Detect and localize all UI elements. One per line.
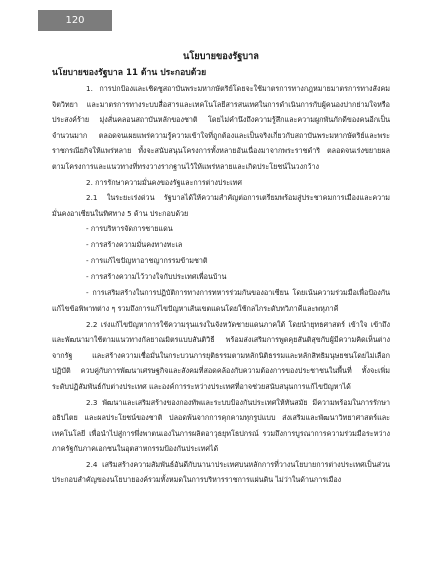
list-item: - การสร้างความมั่นคงทางทะเล: [86, 240, 183, 250]
section-heading: นโยบายของรัฐบาล 11 ด้าน ประกอบด้วย: [52, 68, 207, 78]
document-title: นโยบายของรัฐบาล: [183, 51, 259, 62]
list-item: - การเสริมสร้างในการปฏิบัติการทางการทหารร่วมกันของอาเซียน โดยเน้นความร่วมมือเพื่อป้องกัน แก้ไขข้อพิพาทต่าง ๆ รวมถึงการแก้ไขปัญหาเส้นเขตแดนโดยใช้กลไกระดับทวิภาคีและพหุภาคี: [52, 288, 390, 313]
paragraph-2-3: 2.3 พัฒนาและเสริมสร้างของกองทัพและระบบป้องกันประเทศให้ทันสมัย มีความพร้อมในการรักษาอธิปไตย และผลประโยชน์ของชาติ ปลอดพ้นจากการคุกคามทุกรูปแบบ ส่งเสริมและพัฒนาวิทยาศาสตร์และเทคโนโลยี เพื่อนำไปสู่การพึ่งพาตนเองในการผลิตอาวุธยุทโธปกรณ์ รวมถึงการบูรณาการความร่วมมือระหว่างภาครัฐกับภาคเอกชนในอุตสาหกรรมป้องกันประเทศได้: [52, 397, 390, 454]
paragraph-1: 1. การปกป้องและเชิดชูสถาบันพระมหากษัตริย์โดยจะใช้มาตรการทางกฎหมายมาตรการทางสังคมจิตวิทยา และมาตรการทางระบบสื่อสารและเทคโนโลยีสารสนเทศในการดำเนินการกับผู้คนองปากย่ามใจหรือประสงค์ร้าย มุ่งสั่นคลอนสถาบันหลักของชาติ โดยไม่คำนึงถึงความรู้สึกและความผูกพันภักดีของคนอีกเป็นจำนวนมาก ตลอดจนเผยแพร่ความรู้ความเข้าใจที่ถูกต้องและเป็นจริงเกี่ยวกับสถาบันพระมหากษัตริย์และพระราชกรณียกิจให้แพร่หลาย ทั้งจะสนับสนุนโครงการทั้งหลายอันเนื่องมาจากพระราชดำริ ตลอดจนเร่งขยายผลตามโครงการและแนวทางที่ทรงวางรากฐานไว้ให้แพร่หลายและเกิดประโยชน์ในวงกว้าง: [52, 84, 390, 171]
list-item: - การแก้ไขปัญหาอาชญากรรมข้ามชาติ: [86, 256, 208, 266]
list-item: - การสร้างความไว้วางใจกับประเทศเพื่อนบ้าน: [86, 272, 227, 282]
page-content: [52, 50, 390, 488]
paragraph-2: 2. การรักษาความมั่นคงของรัฐและการต่างประเทศ: [86, 177, 242, 187]
list-item: - การบริหารจัดการชายแดน: [86, 224, 173, 234]
paragraph-2-2: 2.2 เร่งแก้ไขปัญหาการใช้ความรุนแรงในจังหวัดชายแดนภาคใต้ โดยนำยุทธศาสตร์ เข้าใจ เข้าถึง และพัฒนามาใช้ตามแนวทางกัลยาณมิตรแบบสันติวิธี พร้อมส่งเสริมการพูดคุยสันติสุขกับผู้มีความคิดเห็นต่างจากรัฐ และสร้างความเชื่อมั่นในกระบวนการยุติธรรมตามหลักนิติธรรมและหลักสิทธิมนุษยชนโดยไม่เลือกปฏิบัติ ควบคู่กับการพัฒนาเศรษฐกิจและสังคมที่สอดคล้องกับความต้องการของประชาชนในพื้นที่ ทั้งจะเพิ่มระดับปฏิสัมพันธ์กับต่างประเทศ และองค์การระหว่างประเทศที่อาจช่วยสนับสนุนการแก้ไขปัญหาได้: [52, 319, 390, 391]
page-number-tab: 120: [38, 10, 112, 31]
paragraph-2-4: 2.4 เสริมสร้างความสัมพันธ์อันดีกับนานาประเทศบนหลักการที่วางนโยบายการต่างประเทศเป็นส่วนประกอบสำคัญของนโยบายองค์รวมทั้งหมดในการบริหารราชการแผ่นดิน ไม่ว่าในด้านการเมือง: [52, 459, 390, 485]
paragraph-2-1: 2.1 ในระยะเร่งด่วน รัฐบาลได้ให้ความสำคัญต่อการเตรียมพร้อมสู่ประชาคมการเมืองและความมั่นคงอาเซียนในทิศทาง 5 ด้าน ประกอบด้วย: [52, 193, 390, 218]
